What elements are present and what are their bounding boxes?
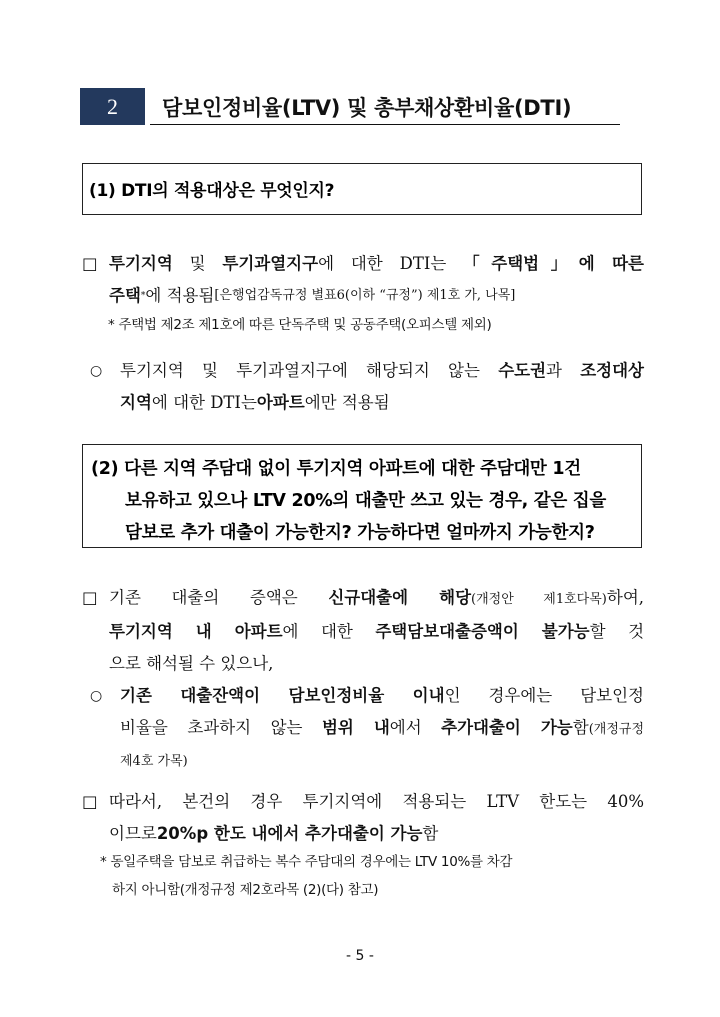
text: 이므로 [109,824,157,843]
reference-text: (개정규정 [588,722,645,737]
question-box-1 [82,163,642,215]
text-bold: 20%p 한도 내에서 추가대출이 가능 [156,824,423,843]
answer-3 [82,786,644,850]
answer-2-sub-line-1 [82,680,644,712]
answer-2-line-3 [82,648,644,680]
footnote-marker: * [140,291,146,301]
text: 하여, [606,588,644,607]
reference-text: (개정안 제1호다목) [471,592,607,607]
text-bold: 투기지역 내 아파트 [109,622,283,641]
circle-bullet-icon: ○ [90,688,103,704]
text-bold: 「주택법」에 따른 [463,254,644,273]
answer-2-sub [82,680,644,778]
answer-1 [82,248,644,312]
text: 에 대한 DTI는 [151,393,257,412]
answer-2 [82,582,644,680]
answer-2-sub-line-3 [82,746,644,778]
text-bold: 수도권 [498,361,547,380]
answer-3-line-2 [82,818,644,850]
answer-3-line-1 [82,786,644,818]
text: 함 [572,718,589,737]
answer-1-line-2 [82,280,644,312]
text-bold: 범위 내 [321,718,390,737]
footnote-2-line-1: * 동일주택을 담보로 취급하는 복수 주담대의 경우에는 LTV 10%를 차감 [100,854,513,870]
text-bold: 투기과열지구 [222,254,319,273]
text-bold: 주택담보대출증액이 불가능 [375,622,590,641]
section-number-badge: 2 [80,88,145,125]
footnote-1: * 주택법 제2조 제1호에 따른 단독주택 및 공동주택(오피스텔 제외) [108,317,492,333]
question-2-line-1: (2) 다른 지역 주담대 없이 투기지역 아파트에 대한 주담대만 1건 [91,459,581,479]
question-1-text: (1) DTI의 적용대상은 무엇인지? [89,181,335,201]
text-bold: 투기지역 [109,254,173,273]
checkbox-bullet-icon: □ [82,588,98,607]
answer-1-line-1 [82,248,644,280]
answer-1-sub-line-1 [82,355,644,387]
text-bold: 지역 [120,393,152,412]
text: 에만 적용됨 [304,393,390,412]
text-bold: 추가대출이 가능 [441,718,573,737]
answer-2-sub-line-2 [82,712,644,746]
text: 에 대한 [282,622,376,641]
text-bold: 신규대출에 해당 [328,588,472,607]
footnote-2 [100,848,644,904]
reference-text: [은행업감독규정 별표6(이하 “규정”) 제1호 가, 나목] [214,288,516,303]
section-title: 담보인정비율(LTV) 및 총부채상환비율(DTI) [162,96,572,120]
footnote-2-line-2: 하지 아니함(개정규정 제2호라목 (2)(다) 참고) [112,882,379,898]
text: 및 [172,254,223,273]
text: 에서 [389,718,442,737]
reference-text: 제4호 가목) [120,754,188,769]
text: 투기지역 및 투기과열지구에 해당되지 않는 [120,361,499,380]
text: 에 적용됨 [145,286,215,305]
checkbox-bullet-icon: □ [82,254,98,273]
answer-1-sub-line-2 [82,387,644,419]
section-title-underline [150,124,620,125]
question-box-2 [82,444,642,548]
text: 으로 해석될 수 있으나, [109,654,274,673]
text: 기존 대출의 증액은 [109,588,329,607]
question-2-line-2: 보유하고 있으나 LTV 20%의 대출만 쓰고 있는 경우, 같은 집을 [125,491,607,511]
text-bold: 기존 대출잔액이 담보인정비율 이내 [120,686,445,705]
text-bold: 주택 [109,286,141,305]
question-2-line-3: 담보로 추가 대출이 가능한지? 가능하다면 얼마까지 가능한지? [125,523,595,543]
answer-1-sub [82,355,644,419]
text: 에 대한 DTI는 [318,254,464,273]
text: 비율을 초과하지 않는 [120,718,322,737]
checkbox-bullet-icon: □ [82,792,98,811]
text-bold: 아파트 [256,393,305,412]
text: 할 것 [589,622,645,641]
answer-2-line-1 [82,582,644,616]
circle-bullet-icon: ○ [90,363,103,379]
answer-2-line-2 [82,616,644,648]
text: 과 [546,361,581,380]
page-number: - 5 - [346,948,374,964]
text: 함 [422,824,439,843]
text: 따라서, 본건의 경우 투기지역에 적용되는 LTV 한도는 40% [109,792,644,811]
text-bold: 조정대상 [580,361,644,380]
text: 인 경우에는 담보인정 [444,686,644,705]
